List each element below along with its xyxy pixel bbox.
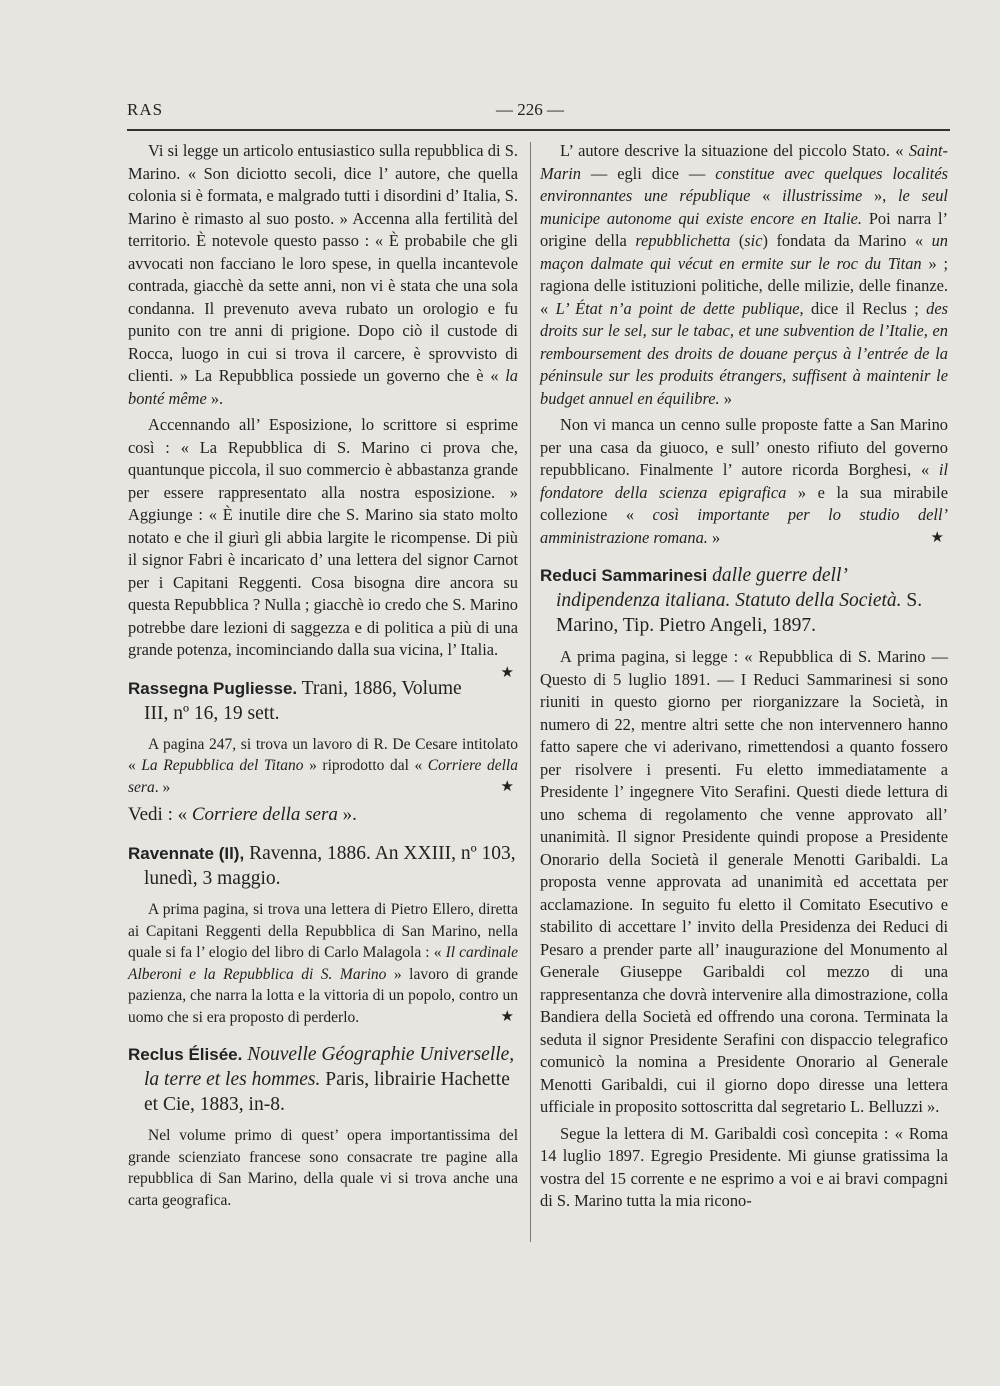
entry-heading: Rassegna Pugliesse. Trani, 1886, Volume III, nº 16, 19 sett.: [128, 677, 462, 724]
star-icon: ★: [500, 1008, 514, 1025]
paragraph: A prima pagina, si trova una lettera di Pietro Ellero, diretta ai Capitani Reggenti della Repubblica di San Marino, nella quale si fa l’ elogio del libro di Carlo Malagola : « Il cardinale Alberoni e la Repubblica di S. Marino » lavoro di grande pazienza, che narra la lotta e la vittoria di un popolo, contro un uomo che si era proposto di perderlo. ★: [128, 899, 518, 1028]
paragraph: Vi si legge un articolo entusiastico sulla repubblica di S. Marino. « Son diciotto secoli, dice l’ autore, che quella colonia si è formata, e malgrado tutti i disordini d’ Italia, S. Marino è rimasto al suo posto. » Accenna alla fertilità del territorio. È notevole questo passo : « È probabile che gli avvocati non facciano le loro spese, in quella incantevole contrada, giacchè da sette anni, non vi è stata che una sola condanna. Il prevenuto aveva rubato un orologio e fu punito con tre anni di prigione. Dopo ciò il custode di Rocca, luogo in cui si trova il carcere, è sprovvisto di clienti. » La Repubblica possiede un governo che è « la bonté même ».: [128, 141, 518, 408]
paragraph: L’ autore descrive la situazione del piccolo Stato. « Saint-Marin — egli dice — constitue avec quelques localités environnantes une république « illustrissime », le seul municipe autonome qui existe encore en Italie. Poi narra l’ origine della repubblichetta (sic) fondata da Marino « un maçon dalmate qui vécut en ermite sur le roc du Titan » ; ragiona delle istituzioni politiche, delle milizie, delle finanze. « L’ État n’a point de dette publique, dice il Reclus ; des droits sur le sel, sur le tabac, et une subvention de l’Italie, en remboursement des droits de douane perçus à l’entrée de la péninsule sur les produits étrangers, suffisent à maintenir le budget annuel en équilibre. »: [540, 141, 948, 408]
star-icon: ★: [500, 778, 514, 795]
running-head: RAS: [127, 100, 164, 119]
paragraph: Accennando all’ Esposizione, lo scrittore si esprime così : « La Repubblica di S. Marino ci prova che, quantunque piccola, il suo commercio è abbastanza grande per essere rappresentato alla nostra esposizione. » Aggiunge : « È inutile dire che S. Marino sia stato molto notato e che il giurì gli abbia largite le ricompense. Di più il signor Fabri è incaricato d’ una lettera del signor Carnot per i Capitani Reggenti. Cosa bisogna dire ancora su questa Repubblica ? Nulla ; giacchè io credo che S. Marino potrebbe dare lezioni di saggezza e di politica a più di una grande potenza, incominciando dalla sua vicina, l’ Italia. ★: [128, 414, 518, 662]
page-number: — 226 —: [496, 100, 564, 119]
left-column: [128, 140, 518, 1215]
paragraph: Non vi manca un cenno sulle proposte fatte a San Marino per una casa da giuoco, e sull’ onesto rifiuto del governo repubblicano. Finalmente l’ autore ricorda Borghesi, « il fondatore della scienza epigrafica » e la sua mirabile collezione « così importante per lo studio dell’ amministrazione romana. » ★: [540, 414, 948, 549]
paragraph: Segue la lettera di M. Garibaldi così concepita : « Roma 14 luglio 1897. Egregio Presidente. Mi giunse gratissima la vostra del 15 corrente e ne esprimo a voi e ai bravi compagni di S. Marino tutta la mia ricono-: [540, 1123, 948, 1210]
star-icon: ★: [930, 529, 944, 546]
header-rule: [127, 129, 950, 131]
entry-heading: Reduci Sammarinesi dalle guerre dell’ indipendenza italiana. Statuto della Società. S. Marino, Tip. Pietro Angeli, 1897.: [540, 565, 923, 636]
column-divider: [530, 142, 531, 1242]
cross-reference: Vedi : « Corriere della sera ».: [128, 804, 357, 825]
paragraph: A prima pagina, si legge : « Repubblica di S. Marino — Questo di 5 luglio 1891. — I Reduci Sammarinesi si sono riuniti in questo giorno per riorganizzare la Società, in numero di 22, mentre altri sette che non intervennero hanno fatto sapere che vi aderivano, rimettendosi a quanto fossero per risolvere i presenti. Fu eletto immediatamente a Presidente l’ ingegnere Vito Serafini. Questi diede lettura di uno schema di regolamento che venne approvato all’ unanimità. Il signor Presidente quindi propose a Presidente Onorario della Società il generale Menotti Garibaldi. La proposta venne approvata ad unanimità ed accettata per acclamazione. In seguito fu eletto il Comitato Esecutivo e stabilito di accettare l’ invito della Presidenza dei Reduci di Pesaro a prender parte all’ inaugurazione del Monumento al Generale Giuseppe Garibaldi col mezzo di una rappresentanza che dovrà intervenire alla dimostrazione, colla Bandiera della Società ed offrendo una corona. Terminata la seduta il signor Presidente Serafini con dispaccio telegrafico comunicò la nomina a Presidente Onorario al Generale Menotti Garibaldi, cui il giorno dopo diresse una lettera ufficiale in proposito sottoscritta dal segretario L. Belluzzi ».: [540, 647, 948, 1116]
star-icon: ★: [500, 664, 514, 681]
entry-heading: Reclus Élisée. Nouvelle Géographie Universelle, la terre et les hommes. Paris, librairie Hachette et Cie, 1883, in-8.: [128, 1044, 515, 1115]
entry-heading: Ravennate (Il), Ravenna, 1886. An XXIII, nº 103, lunedì, 3 maggio.: [128, 843, 516, 889]
paragraph: A pagina 247, si trova un lavoro di R. De Cesare intitolato « La Repubblica del Titano » riprodotto dal « Corriere della sera. » ★: [128, 734, 518, 799]
right-column: [540, 140, 948, 1217]
paragraph: Nel volume primo di quest’ opera importantissima del grande scienziato francese sono consacrate tre pagine alla repubblica di San Marino, della quale vi si trova anche una carta geografica.: [128, 1127, 518, 1209]
page-header: [0, 0, 1000, 140]
